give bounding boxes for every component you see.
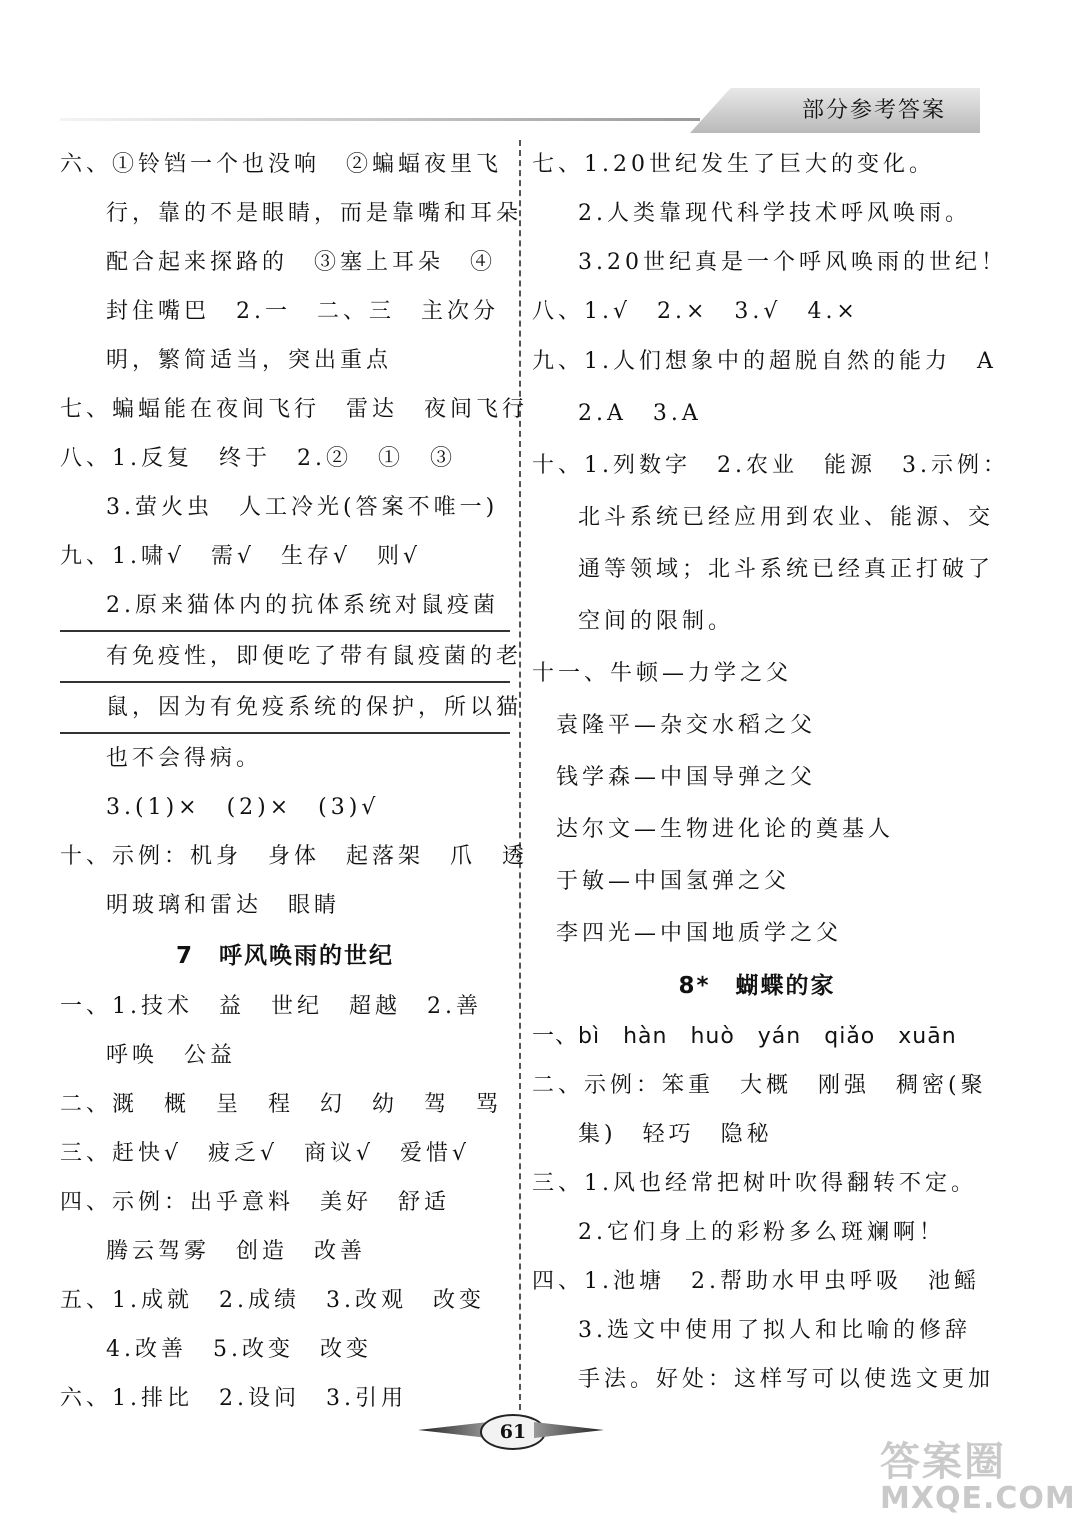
answer-line: 五、1.成就 2.成绩 3.改观 改变 (60, 1288, 485, 1313)
watermark-logo (880, 1430, 1076, 1516)
left-wing-ornament (418, 1422, 488, 1438)
pinyin-answer-line: 一、bì hàn huò yán qiǎo xuān (532, 1024, 957, 1049)
answer-line: 袁隆平—杂交水稻之父 (556, 713, 817, 738)
answer-line: 手法。好处：这样写可以使选文更加 (578, 1367, 995, 1392)
section-title: 7 呼风唤雨的世纪 (175, 943, 394, 969)
page-number: 61 (480, 1414, 546, 1450)
left-column (60, 140, 529, 1423)
answer-line: 七、1.20世纪发生了巨大的变化。 (532, 152, 935, 177)
answer-line: 九、1.啸√ 需√ 生存√ 则√ (60, 544, 422, 569)
page-number-badge (418, 1414, 604, 1448)
header-rule (60, 118, 700, 121)
answer-line: 六、①铃铛一个也没响 ②蝙蝠夜里飞 (60, 152, 503, 177)
answer-line: 3.20世纪真是一个呼风唤雨的世纪！ (578, 250, 1007, 275)
answer-line: 通等领域；北斗系统已经真正打破了 (578, 557, 995, 582)
header-title: 部分参考答案 (802, 98, 947, 123)
answer-line: 达尔文—生物进化论的奠基人 (556, 817, 895, 842)
answer-line: 钱学森—中国导弹之父 (556, 765, 817, 790)
answer-line: 行，靠的不是眼睛，而是靠嘴和耳朵 (106, 201, 523, 226)
answer-line: 腾云驾雾 创造 改善 (106, 1239, 367, 1264)
answer-line: 2.A 3.A (578, 401, 702, 426)
answer-line: 三、赶快√ 疲乏√ 商议√ 爱惜√ (60, 1141, 471, 1166)
answer-line: 九、1.人们想象中的超脱自然的能力 A (532, 349, 997, 374)
answer-line: 3.(1)× (2)× (3)√ (106, 795, 380, 820)
answer-line: 2.人类靠现代科学技术呼风唤雨。 (578, 201, 971, 226)
answer-line: 空间的限制。 (578, 609, 735, 634)
answer-line: 3.选文中使用了拟人和比喻的修辞 (578, 1318, 971, 1343)
watermark-bottom: MXQE.COM (880, 1481, 1076, 1516)
answer-line: 2.它们身上的彩粉多么斑斓啊！ (578, 1220, 945, 1245)
answer-line: 3.萤火虫 人工冷光(答案不唯一) (106, 495, 499, 520)
right-wing-ornament (534, 1422, 604, 1438)
answer-line: 一、1.技术 益 世纪 超越 2.善 (60, 994, 482, 1019)
answer-line: 八、1.反复 终于 2.② ① ③ (60, 446, 456, 471)
answer-line: 明玻璃和雷达 眼睛 (106, 893, 341, 918)
answer-line: 4.改善 5.改变 改变 (106, 1337, 372, 1362)
answer-line: 配合起来探路的 ③塞上耳朵 ④ (106, 250, 497, 275)
answer-line: 十、1.列数字 2.农业 能源 3.示例： (532, 453, 1009, 478)
answer-line: 十一、牛顿—力学之父 (532, 661, 793, 686)
section-title: 8* 蝴蝶的家 (678, 973, 836, 999)
answer-line: 八、1.√ 2.× 3.√ 4.× (532, 299, 859, 324)
answer-line: 四、示例：出乎意料 美好 舒适 (60, 1190, 451, 1215)
answer-line: 六、1.排比 2.设问 3.引用 (60, 1386, 407, 1411)
answer-line: 也不会得病。 (106, 746, 263, 771)
underlined-answer-line: 2.原来猫体内的抗体系统对鼠疫菌 (60, 581, 510, 632)
answer-line: 北斗系统已经应用到农业、能源、交 (578, 505, 995, 530)
answer-line: 三、1.风也经常把树叶吹得翻转不定。 (532, 1171, 977, 1196)
answer-line: 七、蝙蝠能在夜间飞行 雷达 夜间飞行 (60, 397, 529, 422)
answer-line: 封住嘴巴 2.一 二、三 主次分 (106, 299, 499, 324)
answer-line: 四、1.池塘 2.帮助水甲虫呼吸 池鳐 (532, 1269, 980, 1294)
answer-line: 呼唤 公益 (106, 1043, 237, 1068)
answer-line: 二、示例：笨重 大概 刚强 稠密(聚 (532, 1073, 987, 1098)
underlined-answer-line: 鼠，因为有免疫系统的保护，所以猫 (60, 683, 510, 734)
answer-line: 十、示例：机身 身体 起落架 爪 透 (60, 844, 529, 869)
watermark-top: 答案圈 (880, 1439, 1006, 1485)
answer-line: 集) 轻巧 隐秘 (578, 1122, 773, 1147)
underlined-answer-line: 有免疫性，即便吃了带有鼠疫菌的老 (60, 632, 510, 683)
answer-line: 于敏—中国氢弹之父 (556, 869, 791, 894)
column-divider (519, 140, 521, 1410)
answer-line: 明，繁简适当，突出重点 (106, 348, 393, 373)
answer-line: 李四光—中国地质学之父 (556, 921, 843, 946)
answer-line: 二、溉 概 呈 程 幻 幼 驾 骂 (60, 1092, 503, 1117)
right-column (532, 140, 1009, 1404)
